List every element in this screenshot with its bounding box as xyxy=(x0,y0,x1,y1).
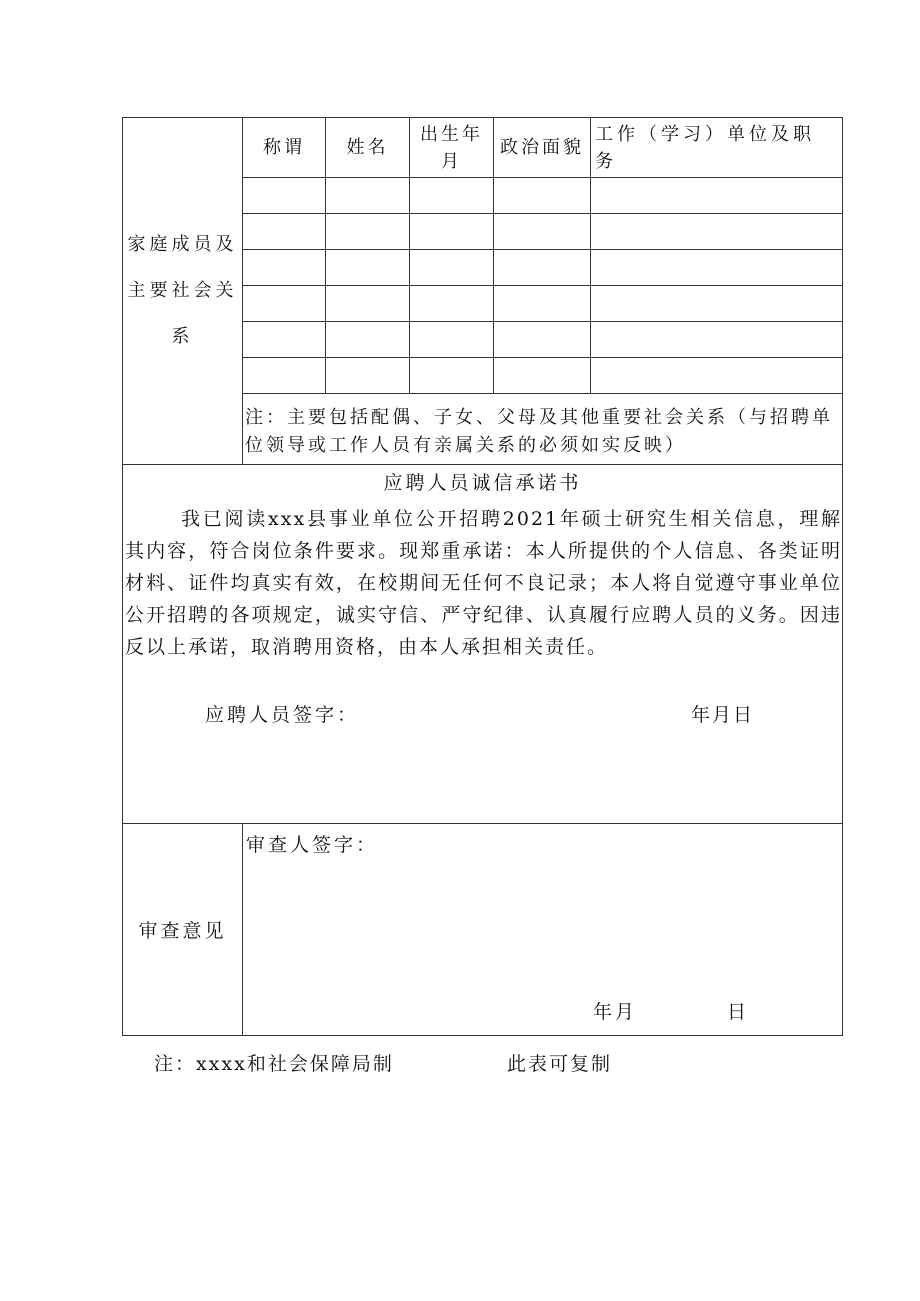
birth-cell[interactable] xyxy=(410,358,494,394)
header-relation: 称谓 xyxy=(263,137,305,158)
pledge-section xyxy=(123,465,843,824)
footer-issuer-note: 注：xxxx和社会保障局制 xyxy=(154,1053,394,1075)
political-cell[interactable] xyxy=(494,358,591,394)
family-note: 注：主要包括配偶、子女、父母及其他重要社会关系（与招聘单位领导或工作人员有亲属关系的必须如实反映） xyxy=(243,394,843,465)
work-cell[interactable] xyxy=(591,286,843,322)
birth-cell[interactable] xyxy=(410,286,494,322)
work-cell[interactable] xyxy=(591,250,843,286)
relation-cell[interactable] xyxy=(243,286,326,322)
political-cell[interactable] xyxy=(494,322,591,358)
relation-cell[interactable] xyxy=(243,322,326,358)
political-cell[interactable] xyxy=(494,214,591,250)
application-form-table xyxy=(122,117,843,1036)
applicant-signature-label: 应聘人员签字： xyxy=(205,704,360,726)
review-year-month-label: 年月 xyxy=(593,1001,638,1023)
review-opinion-label: 审查意见 xyxy=(123,824,243,1036)
name-cell[interactable] xyxy=(326,178,410,214)
applicant-date-label: 年月日 xyxy=(691,704,755,726)
reviewer-signature-label: 审查人签字： xyxy=(246,834,379,856)
review-day-label: 日 xyxy=(727,1001,747,1023)
pledge-row xyxy=(123,465,843,824)
pledge-body: 我已阅读xxx县事业单位公开招聘2021年硕士研究生相关信息，理解其内容，符合岗位条件要求。现郑重承诺：本人所提供的个人信息、各类证明材料、证件均真实有效，在校期间无任何不良记录；本人将自觉遵守事业单位公开招聘的各项规定，诚实守信、严守纪律、认真履行应聘人员的义务。因违反以上承诺，取消聘用资格，由本人承担相关责任。 xyxy=(125,508,842,658)
birth-cell[interactable] xyxy=(410,322,494,358)
birth-cell[interactable] xyxy=(410,178,494,214)
political-cell[interactable] xyxy=(494,250,591,286)
relation-cell[interactable] xyxy=(243,214,326,250)
name-cell[interactable] xyxy=(326,214,410,250)
relation-cell[interactable] xyxy=(243,358,326,394)
header-name: 姓名 xyxy=(346,137,389,158)
family-header-row xyxy=(123,118,843,178)
footer-copy-note: 此表可复制 xyxy=(507,1053,613,1075)
header-birth: 出生年月 xyxy=(420,123,483,172)
work-cell[interactable] xyxy=(591,214,843,250)
review-opinion-field[interactable] xyxy=(243,824,843,1036)
birth-cell[interactable] xyxy=(410,250,494,286)
name-cell[interactable] xyxy=(326,250,410,286)
political-cell[interactable] xyxy=(494,178,591,214)
header-work-unit: 工作（学习）单位及职务 xyxy=(595,123,815,172)
birth-cell[interactable] xyxy=(410,214,494,250)
header-political: 政治面貌 xyxy=(500,137,584,158)
pledge-title: 应聘人员诚信承诺书 xyxy=(383,472,582,494)
name-cell[interactable] xyxy=(326,286,410,322)
work-cell[interactable] xyxy=(591,358,843,394)
relation-cell[interactable] xyxy=(243,250,326,286)
review-row xyxy=(123,824,843,1036)
work-cell[interactable] xyxy=(591,178,843,214)
political-cell[interactable] xyxy=(494,286,591,322)
name-cell[interactable] xyxy=(326,358,410,394)
name-cell[interactable] xyxy=(326,322,410,358)
family-relations-label: 家庭成员及主要社会关系 xyxy=(123,118,243,465)
work-cell[interactable] xyxy=(591,322,843,358)
relation-cell[interactable] xyxy=(243,178,326,214)
